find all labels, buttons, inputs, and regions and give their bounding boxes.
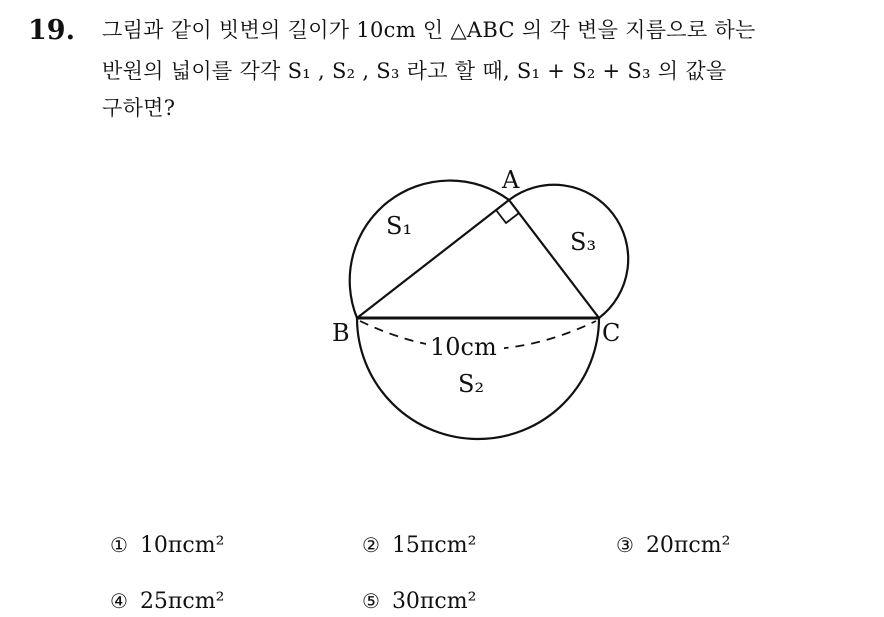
region-label-s2: S₂ — [458, 370, 485, 398]
choice-text: 15πcm² — [391, 533, 477, 558]
semicircle-s3 — [509, 185, 628, 318]
answer-choice-2[interactable] — [362, 530, 476, 561]
answer-choice-5[interactable] — [362, 586, 476, 617]
side-ac — [509, 200, 599, 318]
answer-choice-1[interactable] — [110, 530, 224, 561]
choice-marker: ② — [362, 533, 380, 557]
vertex-label-a: A — [502, 166, 520, 194]
choice-marker: ④ — [110, 589, 128, 613]
choice-text: 25πcm² — [139, 589, 225, 614]
question-text-line-3: 구하면? — [102, 96, 176, 120]
choice-text: 30πcm² — [391, 589, 477, 614]
choice-text: 10πcm² — [139, 533, 225, 558]
choice-text: 20πcm² — [645, 533, 731, 558]
answer-choice-3[interactable] — [616, 530, 730, 561]
question-number: 19. — [28, 15, 75, 46]
choice-marker: ③ — [616, 533, 634, 557]
hypotenuse-length-label: 10cm — [430, 333, 497, 361]
choice-marker: ① — [110, 533, 128, 557]
choice-marker: ⑤ — [362, 589, 380, 613]
region-label-s1: S₁ — [386, 212, 413, 240]
vertex-label-c: C — [602, 319, 621, 347]
vertex-label-b: B — [332, 319, 350, 347]
right-angle-marker — [496, 210, 519, 223]
semicircle-s1 — [350, 181, 509, 318]
side-ab — [357, 200, 509, 318]
question-text-line-1: 그림과 같이 빗변의 길이가 10cm 인 △ABC 의 각 변을 지름으로 하는 — [102, 18, 756, 42]
region-label-s3: S₃ — [570, 228, 597, 256]
answer-choice-4[interactable] — [110, 586, 224, 617]
question-text-line-2: 반원의 넓이를 각각 S₁ , S₂ , S₃ 라고 할 때, S₁ + S₂ + S₃ 의 값을 — [102, 59, 727, 83]
